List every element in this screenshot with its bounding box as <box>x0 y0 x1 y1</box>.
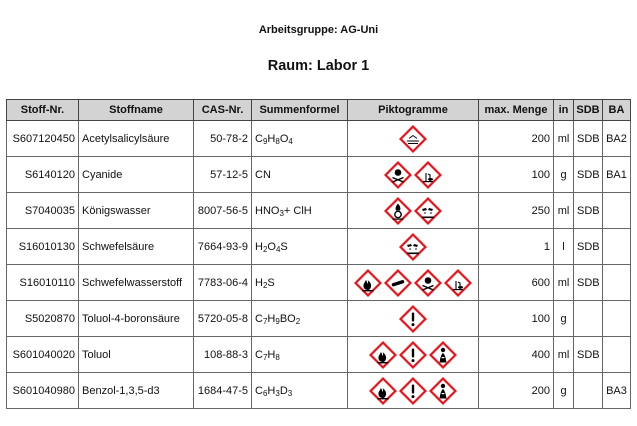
formula-subscript: 2 <box>262 244 268 254</box>
formula-subscript: 4 <box>275 244 281 254</box>
cell-stoff-nr: S607120450 <box>7 121 79 157</box>
cell-unit: g <box>554 301 574 337</box>
environment-icon <box>444 269 472 297</box>
formula-part: H <box>267 132 276 145</box>
formula-subscript: 3 <box>279 208 284 218</box>
formula-part: H <box>255 276 263 289</box>
gas-cylinder-icon <box>384 269 412 297</box>
cell-cas-nr: 50-78-2 <box>194 121 252 157</box>
cell-piktogramme <box>348 121 479 157</box>
skull-icon <box>414 269 442 297</box>
cell-sdb: SDB <box>574 229 603 265</box>
cell-stoff-nr: S16010110 <box>7 265 79 301</box>
formula-part: CN <box>255 168 271 181</box>
table-row <box>7 373 631 409</box>
col-header-piktogramme: Piktogramme <box>348 100 479 121</box>
cell-ba <box>603 229 631 265</box>
formula-part: BO <box>279 312 296 325</box>
formula-subscript: 2 <box>295 316 301 326</box>
col-header-sdb: SDB <box>574 100 603 121</box>
cell-stoff-nr: S5020870 <box>7 301 79 337</box>
flame-icon <box>354 269 382 297</box>
formula-part: C <box>255 312 263 325</box>
cell-stoffname: Cyanide <box>79 157 194 193</box>
cell-cas-nr: 108-88-3 <box>194 337 252 373</box>
table-row <box>7 121 631 157</box>
formula-part: H <box>267 312 276 325</box>
cell-sdb <box>574 301 603 337</box>
formula-subscript: 7 <box>262 352 268 362</box>
formula-part: O <box>279 132 289 145</box>
formula-subscript: 2 <box>262 280 268 290</box>
exclamation-icon <box>399 305 427 333</box>
cell-stoff-nr: S601040020 <box>7 337 79 373</box>
exclamation-icon <box>399 341 427 369</box>
formula-part: H <box>267 348 276 361</box>
exclamation-health-icon <box>399 125 427 153</box>
cell-unit: ml <box>554 265 574 301</box>
cell-sdb: SDB <box>574 157 603 193</box>
cell-ba <box>603 265 631 301</box>
cell-ba <box>603 193 631 229</box>
cell-stoff-nr: S7040035 <box>7 193 79 229</box>
cell-cas-nr: 8007-56-5 <box>194 193 252 229</box>
oxidizer-icon <box>384 197 412 225</box>
cell-unit: g <box>554 157 574 193</box>
formula-subscript: 4 <box>288 136 293 146</box>
cell-summenformel <box>252 337 348 373</box>
cell-max-menge: 100 <box>479 301 554 337</box>
table-row <box>7 157 631 193</box>
cell-piktogramme <box>348 373 479 409</box>
formula-subscript: 7 <box>262 316 268 326</box>
cell-sdb: SDB <box>574 193 603 229</box>
cell-sdb: SDB <box>574 337 603 373</box>
cell-summenformel <box>252 193 348 229</box>
formula-subscript: 6 <box>262 388 268 398</box>
cell-cas-nr: 1684-47-5 <box>194 373 252 409</box>
col-header-cas-nr: CAS-Nr. <box>194 100 252 121</box>
formula-part: D <box>279 384 288 397</box>
health-hazard-icon <box>429 341 457 369</box>
cell-cas-nr: 7783-06-4 <box>194 265 252 301</box>
col-header-stoffname: Stoffname <box>79 100 194 121</box>
cell-piktogramme <box>348 193 479 229</box>
corrosive-icon <box>414 197 442 225</box>
formula-part: H <box>267 384 276 397</box>
table-row <box>7 337 631 373</box>
cell-piktogramme <box>348 229 479 265</box>
cell-sdb: SDB <box>574 265 603 301</box>
cell-piktogramme <box>348 265 479 301</box>
cell-summenformel <box>252 373 348 409</box>
cell-summenformel <box>252 229 348 265</box>
cell-summenformel <box>252 265 348 301</box>
formula-part: S <box>280 240 288 253</box>
formula-subscript: 8 <box>275 136 280 146</box>
cell-ba: BA1 <box>603 157 631 193</box>
table-row <box>7 193 631 229</box>
cell-summenformel <box>252 121 348 157</box>
formula-part: H <box>255 240 263 253</box>
health-hazard-icon <box>429 377 457 405</box>
cell-max-menge: 600 <box>479 265 554 301</box>
cell-unit: l <box>554 229 574 265</box>
room-title: Raum: Labor 1 <box>267 58 370 74</box>
cell-max-menge: 250 <box>479 193 554 229</box>
cell-stoff-nr: S16010130 <box>7 229 79 265</box>
cell-summenformel <box>252 301 348 337</box>
skull-icon <box>384 161 412 189</box>
formula-subscript: 8 <box>275 352 280 362</box>
cell-ba <box>603 337 631 373</box>
flame-icon <box>369 377 397 405</box>
table-row <box>7 301 631 337</box>
table-row <box>7 229 631 265</box>
cell-ba <box>603 301 631 337</box>
col-header-in: in <box>554 100 574 121</box>
corrosive-icon <box>399 233 427 261</box>
formula-part: C <box>255 348 263 361</box>
flame-icon <box>369 341 397 369</box>
formula-subscript: 3 <box>287 388 293 398</box>
hazardous-substances-table <box>6 99 631 409</box>
formula-subscript: 9 <box>275 316 280 326</box>
formula-subscript: 3 <box>275 388 280 398</box>
cell-stoffname: Acetylsalicylsäure <box>79 121 194 157</box>
cell-sdb: SDB <box>574 121 603 157</box>
cell-stoffname: Benzol-1,3,5-d3 <box>79 373 194 409</box>
cell-max-menge: 400 <box>479 337 554 373</box>
cell-stoffname: Toluol <box>79 337 194 373</box>
formula-subscript: 9 <box>262 136 268 146</box>
formula-part: HNO <box>255 204 280 217</box>
cell-unit: ml <box>554 193 574 229</box>
cell-cas-nr: 57-12-5 <box>194 157 252 193</box>
formula-part: C <box>255 132 263 145</box>
workgroup-title: Arbeitsgruppe: AG-Uni <box>258 24 379 36</box>
cell-stoffname: Schwefelsäure <box>79 229 194 265</box>
exclamation-icon <box>399 377 427 405</box>
cell-unit: g <box>554 373 574 409</box>
formula-part: S <box>267 276 275 289</box>
cell-summenformel <box>252 157 348 193</box>
cell-max-menge: 200 <box>479 373 554 409</box>
cell-piktogramme <box>348 337 479 373</box>
col-header-summenformel: Summenformel <box>252 100 348 121</box>
col-header-max-menge: max. Menge <box>479 100 554 121</box>
cell-max-menge: 100 <box>479 157 554 193</box>
environment-icon <box>414 161 442 189</box>
cell-stoffname: Toluol-4-boronsäure <box>79 301 194 337</box>
cell-max-menge: 1 <box>479 229 554 265</box>
cell-ba: BA3 <box>603 373 631 409</box>
table-header-row <box>7 100 631 121</box>
formula-part: C <box>255 384 263 397</box>
col-header-stoff-nr: Stoff-Nr. <box>7 100 79 121</box>
cell-sdb <box>574 373 603 409</box>
cell-max-menge: 200 <box>479 121 554 157</box>
cell-cas-nr: 5720-05-8 <box>194 301 252 337</box>
cell-unit: ml <box>554 337 574 373</box>
cell-piktogramme <box>348 301 479 337</box>
cell-stoff-nr: S601040980 <box>7 373 79 409</box>
cell-stoffname: Königswasser <box>79 193 194 229</box>
cell-unit: ml <box>554 121 574 157</box>
col-header-ba: BA <box>603 100 631 121</box>
cell-stoff-nr: S6140120 <box>7 157 79 193</box>
table-row <box>7 265 631 301</box>
table-body <box>7 121 631 409</box>
formula-part: O <box>267 240 276 253</box>
cell-stoffname: Schwefelwasserstoff <box>79 265 194 301</box>
cell-ba: BA2 <box>603 121 631 157</box>
formula-part: + ClH <box>283 204 312 217</box>
cell-piktogramme <box>348 157 479 193</box>
cell-cas-nr: 7664-93-9 <box>194 229 252 265</box>
